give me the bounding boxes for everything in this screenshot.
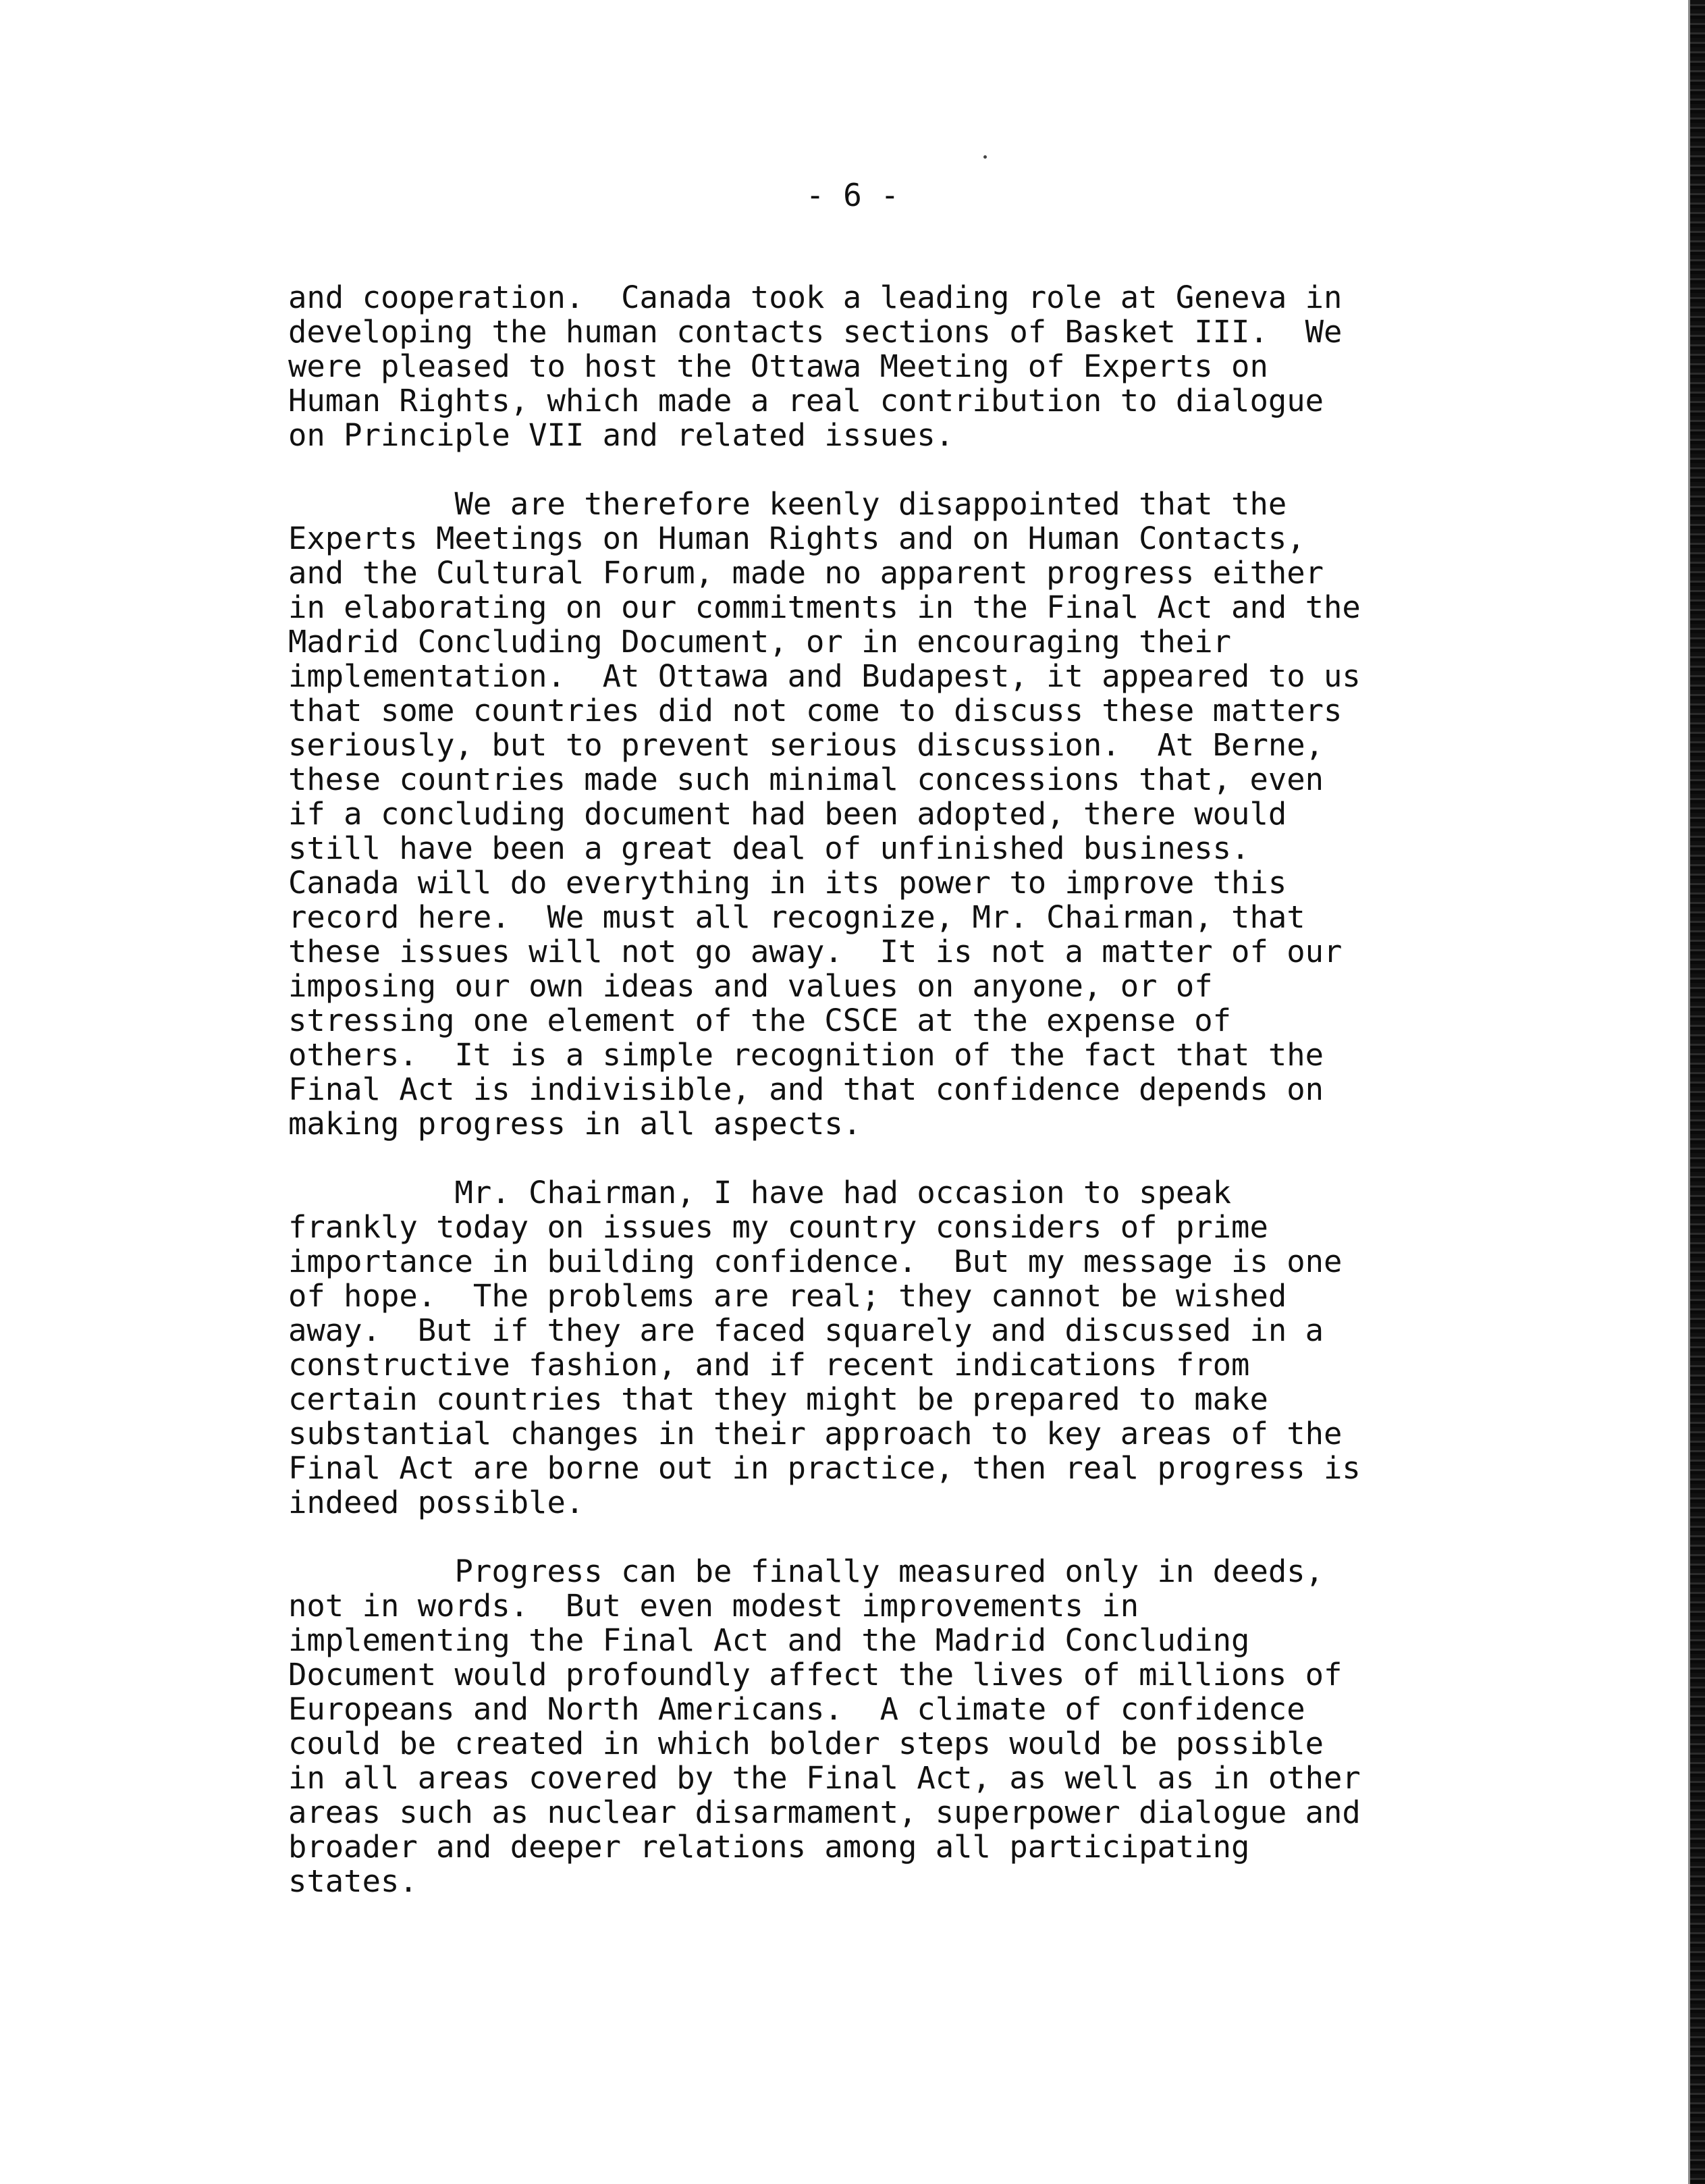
scan-edge [1688, 0, 1705, 2184]
paragraph: Mr. Chairman, I have had occasion to speak frankly today on issues my country considers of prime importance in building confidence. But my message is one of hope. The problems are real; they cannot be wished away. But if they are faced squarely and discussed in a constructive fashion, and if recent indications from certain countries that they might be prepared to make substantial changes in their approach to key areas of the Final Act are borne out in practice, then real progress is indeed possible. [288, 1175, 1361, 1520]
paragraph: Progress can be finally measured only in deeds, not in words. But even modest improvements in implementing the Final Act and the Madrid Concluding Document would profoundly affect the lives of millions of Europeans and North Americans. A climate of confidence could be created in which bolder steps would be possible in all areas covered by the Final Act, as well as in other areas such as nuclear disarmament, superpower dialogue and broader and deeper relations among all participating states. [288, 1553, 1361, 1899]
page-number: - 6 - [805, 177, 900, 213]
scan-speck [983, 155, 987, 159]
paragraph: and cooperation. Canada took a leading role at Geneva in developing the human contacts sections of Basket III. We were pleased to host the Ottawa Meeting of Experts on Human Rights, which made a real contribution to dialogue on Principle VII and related issues. [288, 279, 1343, 453]
paragraph: We are therefore keenly disappointed that the Experts Meetings on Human Rights and on Human Contacts, and the Cultural Forum, made no apparent progress either in elaborating on our commitments in the Final Act and the Madrid Concluding Document, or in encouraging their implementation. At Ottawa and Budapest, it appeared to us that some countries did not come to discuss these matters seriously, but to prevent serious discussion. At Berne, these countries made such minimal concessions that, even if a concluding document had been adopted, there would still have been a great deal of unfinished business. Canada will do everything in its power to improve this record here. We must all recognize, Mr. Chairman, that these issues will not go away. It is not a matter of our imposing our own ideas and values on anyone, or of stressing one element of the CSCE at the expense of others. It is a simple recognition of the fact that the Final Act is indivisible, and that confidence depends on making progress in all aspects. [288, 486, 1361, 1142]
document-body [288, 280, 1503, 1933]
